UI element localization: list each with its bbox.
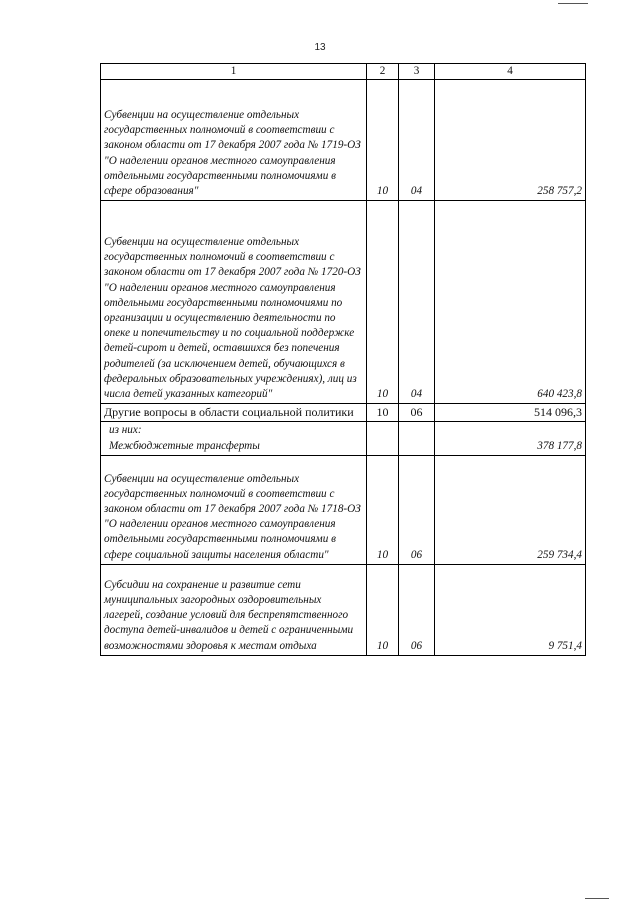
row-amount: 258 757,2 [435, 80, 586, 201]
row-amount: 514 096,3 [435, 404, 586, 422]
scan-mark-bottom [585, 898, 609, 899]
row-name: Межбюджетные трансферты [109, 439, 260, 452]
row-amount: 378 177,8 [435, 422, 586, 455]
row-subsection: 04 [399, 201, 435, 404]
budget-table [100, 63, 586, 656]
row-section: 10 [367, 455, 399, 564]
row-subsection: 06 [399, 404, 435, 422]
header-col-2: 2 [367, 64, 399, 80]
header-col-3: 3 [399, 64, 435, 80]
row-section: 10 [367, 201, 399, 404]
table-header-row [101, 64, 586, 80]
table-row [101, 80, 586, 201]
row-section: 10 [367, 404, 399, 422]
row-name: Другие вопросы в области социальной политики [101, 404, 367, 422]
row-amount: 9 751,4 [435, 564, 586, 655]
row-section: 10 [367, 80, 399, 201]
header-col-1: 1 [101, 64, 367, 80]
row-subsection: 06 [399, 564, 435, 655]
row-section [367, 422, 399, 455]
row-amount: 259 734,4 [435, 455, 586, 564]
row-subsection [399, 422, 435, 455]
row-prefix: из них: [109, 424, 142, 437]
table-row [101, 422, 586, 455]
table-row [101, 201, 586, 404]
header-col-4: 4 [435, 64, 586, 80]
row-subsection: 04 [399, 80, 435, 201]
scan-mark-top [558, 3, 588, 4]
row-name: Субвенции на осуществление отдельных государственных полномочий в соответствии с законом области от 17 декабря 2007 года № 1720-ОЗ "О наделении органов местного самоуправления отдельными государственными полномочиями по организации и осуществлению деятельности по опеке и попечительству и по социальной поддержке детей-сирот и детей, оставшихся без попечения родителей (за исключением детей, обучающихся в федеральных образовательных учреждениях), лиц из числа детей указанных категорий" [101, 201, 367, 404]
row-name: Субвенции на осуществление отдельных государственных полномочий в соответствии с законом области от 17 декабря 2007 года № 1718-ОЗ "О наделении органов местного самоуправления отдельными государственными полномочиями в сфере социальной защиты населения области" [101, 455, 367, 564]
row-subsection: 06 [399, 455, 435, 564]
page-number: 13 [314, 42, 326, 53]
table-row [101, 564, 586, 655]
row-section: 10 [367, 564, 399, 655]
table-row [101, 455, 586, 564]
table-row [101, 404, 586, 422]
row-name: Субсидии на сохранение и развитие сети муниципальных загородных оздоровительных лагерей, создание условий для беспрепятственного доступа детей-инвалидов и детей с ограниченными возможностями здоровья к местам отдыха [101, 564, 367, 655]
row-name: Субвенции на осуществление отдельных государственных полномочий в соответствии с законом области от 17 декабря 2007 года № 1719-ОЗ "О наделении органов местного самоуправления отдельными государственными полномочиями в сфере образования" [101, 80, 367, 201]
row-name-cell [101, 422, 367, 455]
row-amount: 640 423,8 [435, 201, 586, 404]
